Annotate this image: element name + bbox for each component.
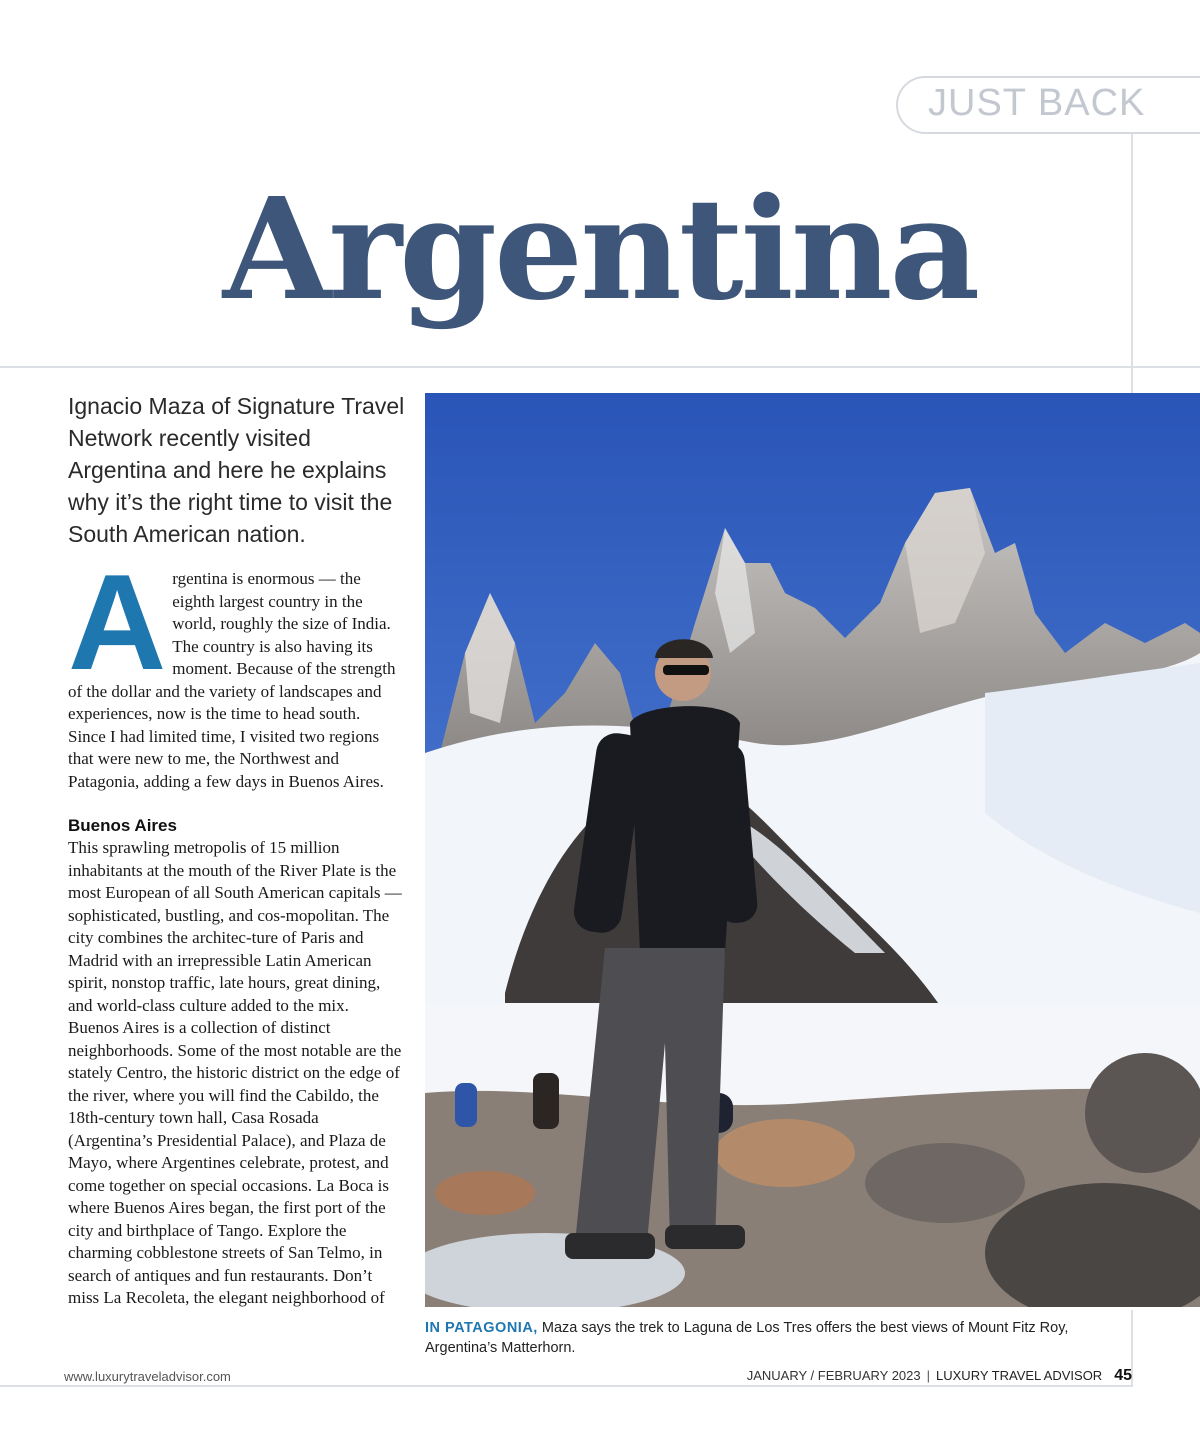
section-text: This sprawling metropolis of 15 million inhabitants at the mouth of the River Plate is the most European of all South American capitals — sophisticated, bustling, and cos-mopolitan. The city combines the architec-ture of Paris and Madrid with an irrepressible Latin American spirit, nonstop traffic, late hours, great dining, and world-class culture added to the mix. Buenos Aires is a collection of distinct neighborhoods. Some of the most notable are the stately Centro, the historic district on the edge of the river, where you will find the Cabildo, the 18th-century town hall, Casa Rosada (Argentina’s Presidential Palace), and Plaza de Mayo, where Argentines celebrate, protest, and come together on special occasions. La Boca is where Buenos Aires began, the first port of the city and birthplace of Tango. Explore the charming cobblestone streets of San Telmo, in search of antiques and fun restaurants. Don’t miss La Recoleta, the elegant neighborhood of — [68, 838, 402, 1307]
patagonia-photo-illustration — [425, 393, 1200, 1307]
footer-issue: JANUARY / FEBRUARY 2023 — [746, 1368, 921, 1383]
deck-intro: Ignacio Maza of Signature Travel Network recently visited Argentina and here he explains why it’s the right time to visit the South American nation. — [68, 393, 405, 547]
intro-text: rgentina is enormous — the eighth largest country in the world, roughly the size of India. The country is also having its moment. Because of the strength of the dollar and the variety of landscapes and experiences, now is the time to head south. Since I had limited time, I visited two regions that were new to me, the Northwest and Patagonia, adding a few days in Buenos Aires. — [68, 569, 396, 791]
footer-separator: | — [926, 1368, 931, 1383]
footer-url[interactable]: www.luxurytraveladvisor.com — [64, 1369, 231, 1384]
intro-paragraph — [68, 546, 402, 793]
section-tab — [896, 76, 1200, 134]
section-heading: Buenos Aires — [68, 816, 177, 835]
caption-lead: IN PATAGONIA, — [425, 1320, 538, 1336]
drop-cap: A — [68, 546, 167, 698]
horizontal-rule-top — [0, 366, 1200, 368]
footer-issue-info — [747, 1367, 1132, 1385]
feature-photo — [425, 393, 1200, 1307]
horizontal-rule-bottom — [0, 1385, 1133, 1387]
headline: Argentina — [222, 168, 978, 332]
page-number: 45 — [1114, 1367, 1132, 1384]
photo-caption — [425, 1318, 1125, 1358]
section-label: JUST BACK — [928, 82, 1146, 124]
body-column — [68, 546, 402, 1310]
caption-text: Maza says the trek to Laguna de Los Tres offers the best views of Mount Fitz Roy, Argentina’s Matterhorn. — [425, 1320, 1069, 1356]
footer-publication: LUXURY TRAVEL ADVISOR — [936, 1368, 1103, 1383]
